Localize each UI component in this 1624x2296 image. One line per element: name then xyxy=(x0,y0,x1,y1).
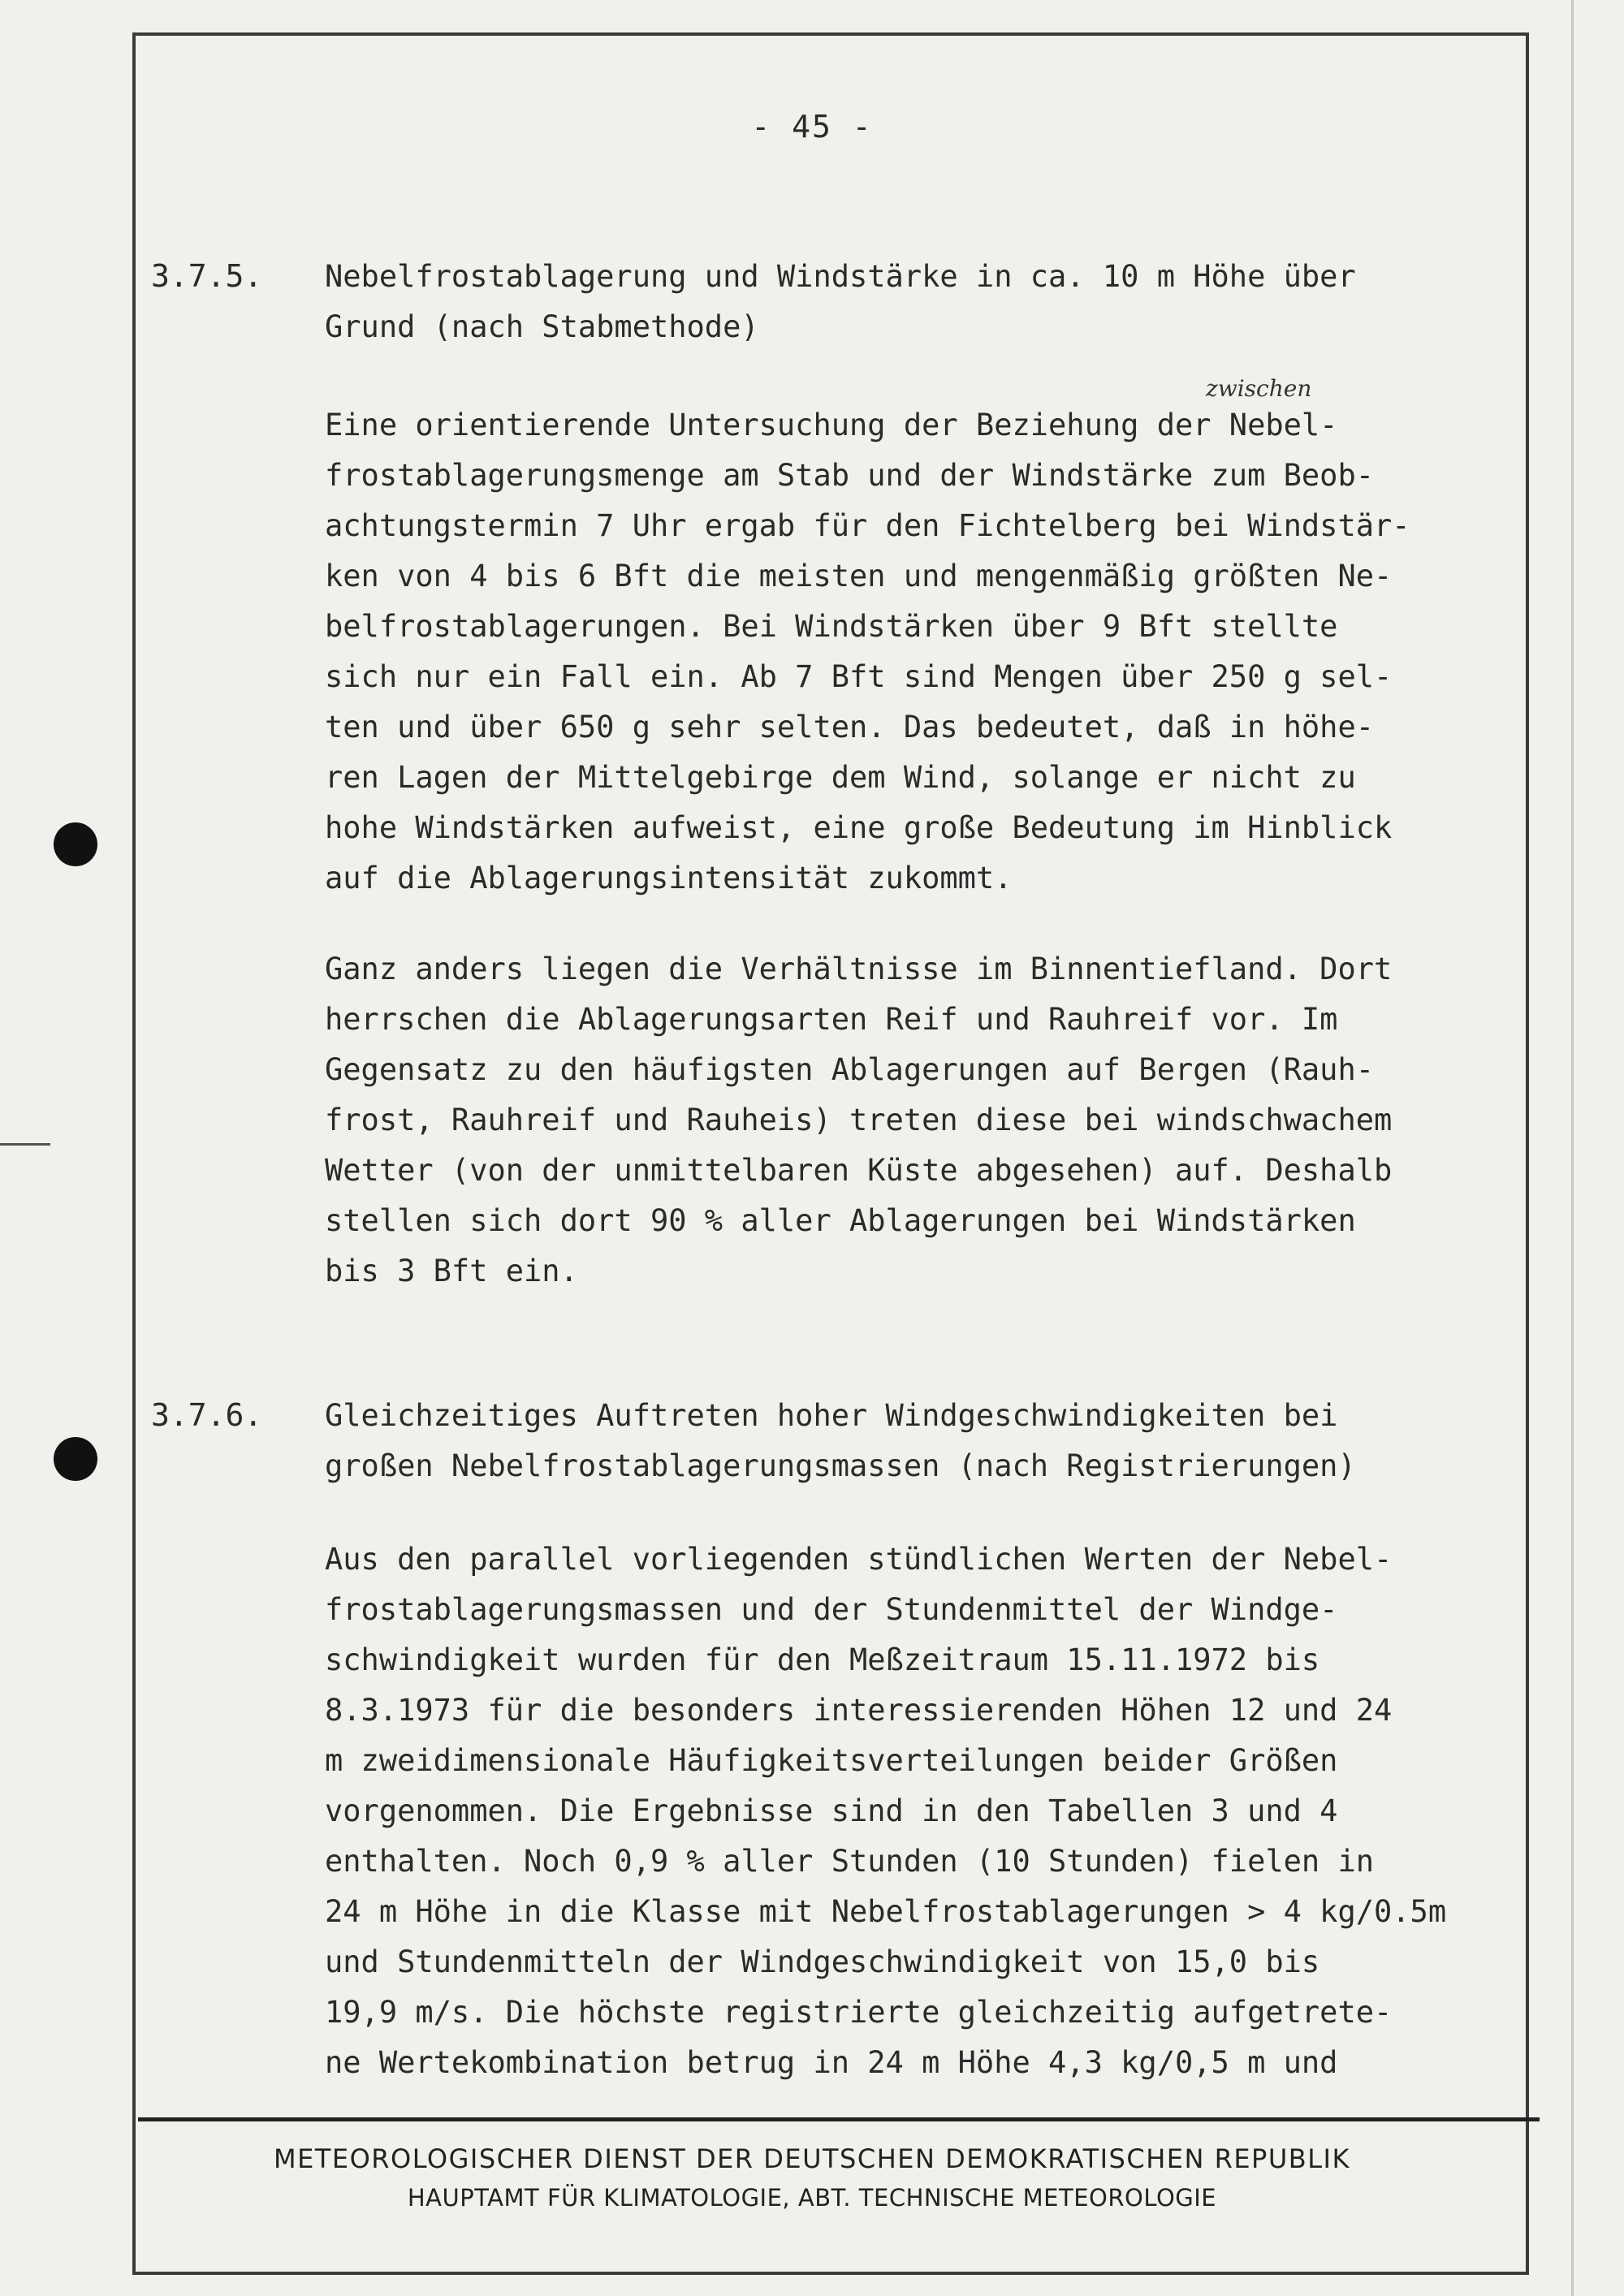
footer-department: HAUPTAMT FÜR KLIMATOLOGIE, ABT. TECHNISCHE METEOROLOGIE xyxy=(407,2184,1217,2212)
paragraph-3-7-6-a xyxy=(325,1534,1518,2088)
page-number: - 45 - xyxy=(751,109,873,145)
paragraph-3-7-5-b xyxy=(325,944,1518,1297)
text-line: herrschen die Ablagerungsarten Reif und Rauhreif vor. Im xyxy=(325,1002,1338,1037)
text-line: frost, Rauhreif und Rauheis) treten diese bei windschwachem xyxy=(325,1103,1393,1137)
punch-hole-top xyxy=(54,822,97,866)
text-line: frostablagerungsmenge am Stab und der Windstärke zum Beob- xyxy=(325,458,1375,493)
text-line: Ganz anders liegen die Verhältnisse im Binnentiefland. Dort xyxy=(325,952,1393,986)
footer-rule xyxy=(138,2117,1540,2121)
text-line: 24 m Höhe in die Klasse mit Nebelfrostablagerungen > 4 kg/0.5m xyxy=(325,1894,1447,1929)
text-line: sich nur ein Fall ein. Ab 7 Bft sind Mengen über 250 g sel- xyxy=(325,659,1393,694)
text-line: ren Lagen der Mittelgebirge dem Wind, solange er nicht zu xyxy=(325,760,1356,795)
text-line: stellen sich dort 90 % aller Ablagerungen bei Windstärken xyxy=(325,1203,1356,1238)
text-line: Gegensatz zu den häufigsten Ablagerungen auf Bergen (Rauh- xyxy=(325,1052,1375,1087)
section-number-3-7-6: 3.7.6. xyxy=(151,1397,263,1433)
footer-institution: METEOROLOGISCHER DIENST DER DEUTSCHEN DEMOKRATISCHEN REPUBLIK xyxy=(274,2143,1350,2174)
text-line: Aus den parallel vorliegenden stündlichen Werten der Nebel- xyxy=(325,1542,1393,1577)
text-line: auf die Ablagerungsintensität zukommt. xyxy=(325,861,1013,896)
text-line: m zweidimensionale Häufigkeitsverteilungen beider Größen xyxy=(325,1743,1338,1778)
title-line: Nebelfrostablagerung und Windstärke in ca. 10 m Höhe über xyxy=(325,259,1356,294)
text-line: 19,9 m/s. Die höchste registrierte gleichzeitig aufgetrete- xyxy=(325,1995,1393,2030)
text-line: achtungstermin 7 Uhr ergab für den Fichtelberg bei Windstär- xyxy=(325,508,1410,543)
text-line: und Stundenmitteln der Windgeschwindigkeit von 15,0 bis xyxy=(325,1944,1320,1979)
text-line: ten und über 650 g sehr selten. Das bedeutet, daß in höhe- xyxy=(325,710,1375,744)
page-edge-shadow xyxy=(1571,0,1574,2296)
title-line: Grund (nach Stabmethode) xyxy=(325,309,759,344)
title-line: großen Nebelfrostablagerungsmassen (nach Registrierungen) xyxy=(325,1448,1356,1483)
handwritten-insertion: zwischen xyxy=(1206,375,1312,402)
text-line: hohe Windstärken aufweist, eine große Bedeutung im Hinblick xyxy=(325,810,1393,845)
text-line: Wetter (von der unmittelbaren Küste abgesehen) auf. Deshalb xyxy=(325,1153,1393,1188)
text-line: bis 3 Bft ein. xyxy=(325,1254,578,1288)
section-title-3-7-6 xyxy=(325,1391,1518,1491)
text-line: enthalten. Noch 0,9 % aller Stunden (10 Stunden) fielen in xyxy=(325,1844,1375,1879)
text-line: Eine orientierende Untersuchung der Beziehung der Nebel- xyxy=(325,408,1338,442)
text-line: frostablagerungsmassen und der Stundenmittel der Windge- xyxy=(325,1592,1338,1627)
section-number-3-7-5: 3.7.5. xyxy=(151,258,263,294)
text-line: belfrostablagerungen. Bei Windstärken über 9 Bft stellte xyxy=(325,609,1338,644)
text-line: ne Wertekombination betrug in 24 m Höhe 4,3 kg/0,5 m und xyxy=(325,2045,1338,2080)
text-line: ken von 4 bis 6 Bft die meisten und mengenmäßig größten Ne- xyxy=(325,559,1393,593)
text-line: vorgenommen. Die Ergebnisse sind in den Tabellen 3 und 4 xyxy=(325,1793,1338,1828)
text-line: schwindigkeit wurden für den Meßzeitraum 15.11.1972 bis xyxy=(325,1642,1320,1677)
paragraph-3-7-5-a xyxy=(325,400,1518,904)
punch-hole-bottom xyxy=(54,1437,97,1481)
text-line: 8.3.1973 für die besonders interessierenden Höhen 12 und 24 xyxy=(325,1693,1393,1728)
title-line: Gleichzeitiges Auftreten hoher Windgeschwindigkeiten bei xyxy=(325,1398,1338,1433)
margin-fold-mark xyxy=(0,1143,50,1146)
section-title-3-7-5 xyxy=(325,252,1518,352)
